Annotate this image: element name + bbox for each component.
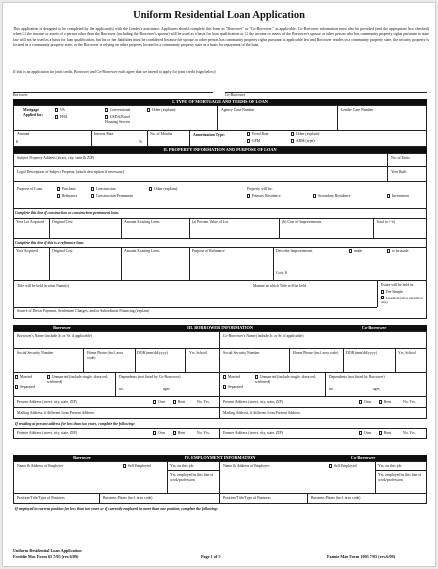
title-held-name-field[interactable]: Title will be held in what Name(s) (17, 284, 70, 288)
borrower-former-rent-checkbox[interactable] (173, 431, 176, 434)
borrower-dob-field[interactable]: DOB (mm/dd/yyyy) (137, 351, 168, 355)
gpm-option[interactable]: GPM (247, 139, 260, 144)
borrower-self-employed-option[interactable]: Self Employed (123, 464, 151, 469)
leasehold-option[interactable]: Leasehold (show expiration date) (381, 295, 423, 304)
borrower-yrs-school-field[interactable]: Yrs. School (189, 351, 207, 355)
original-cost-field[interactable]: Original Cost (52, 220, 73, 224)
borrower-former-years-field[interactable]: No. Yrs. (197, 431, 210, 435)
secondary-residence-option[interactable]: Secondary Residence (313, 194, 350, 199)
borrower-mailing-address-field[interactable]: Mailing Address, if different from Present Address (17, 411, 95, 415)
borrower-dependents-label: Dependents (not listed by Co-Borrower) (119, 375, 181, 379)
purchase-option[interactable]: Purchase (57, 187, 76, 192)
fee-simple-checkbox[interactable] (381, 290, 384, 293)
coborrower-position-field[interactable]: Position/Title/Type of Business (223, 496, 271, 500)
improvements-to-be-made-checkbox[interactable] (387, 249, 390, 252)
amount-field[interactable]: Amount (17, 132, 30, 136)
coborrower-ssn-field[interactable]: Social Security Number (223, 351, 260, 355)
refinance-existing-liens-field[interactable]: Amount Existing Liens (124, 249, 160, 253)
footer-freddie-mac: Freddie Mac Form 65 7/05 (rev.6/09) (13, 554, 79, 559)
other-amortization-checkbox[interactable] (291, 132, 294, 135)
borrower-unmarried-option[interactable]: Unmarried (include single, divorced, widowed) (47, 375, 108, 384)
secondary-residence-checkbox[interactable] (313, 194, 316, 197)
improvements-cost-field[interactable]: Cost: $ (276, 271, 287, 275)
fixed-rate-checkbox[interactable] (247, 132, 250, 135)
arm-option[interactable]: ARM (type): (291, 139, 316, 144)
footer-page-number: Page 1 of 5 (201, 554, 221, 559)
arm-checkbox[interactable] (291, 139, 294, 142)
coborrower-unmarried-option[interactable]: Unmarried (include single, divorced, widowed) (255, 375, 316, 384)
borrower-business-phone-field[interactable]: Business Phone (incl. area code) (103, 496, 153, 500)
borrower-employer-field[interactable]: Name & Address of Employer (17, 464, 64, 468)
borrower-years-in-line-field[interactable]: Yrs. employed in this line of work/profession (170, 473, 214, 482)
coborrower-former-rent-option[interactable]: Rent (379, 431, 391, 436)
intro-paragraph: This application is designed to be completed by the applicant(s) with the Lender's assistance. Applicants should complete this form as "Borrower" or "Co-Borrower," as applicable. Co-Borrower information must also be provided (and the appropriate box checked) when ☐ the income or assets of a person other than the Borrower (including the Borrower's spouse) will be used as a basis for loan qualification or ☐ the income or assets of the Borrower's spouse or other person who has community property rights pursuant to state law will not be used as a basis for loan qualification, but his or her liabilities must be considered because the spouse or other person has community property rights pursuant to applicable law and Borrower resides in a community property state, the security property is located in a community property state, or the Borrower is relying on other property located in a community property state as a basis for repayment of the loan. (13, 27, 429, 48)
coborrower-dependents-number-field[interactable]: no. (329, 387, 334, 391)
va-checkbox[interactable] (55, 108, 58, 111)
present-value-lot-field[interactable]: (a) Present Value of Lot (192, 220, 229, 224)
section-3-coborrower-label: Co-Borrower (361, 325, 387, 330)
borrower-unmarried-checkbox[interactable] (47, 375, 50, 378)
improvements-made-option[interactable]: made (349, 249, 362, 254)
borrower-dependents-number-field[interactable]: no. (119, 387, 124, 391)
gpm-checkbox[interactable] (247, 139, 250, 142)
coborrower-years-in-line-field[interactable]: Yrs. employed in this line of work/profession (378, 473, 422, 482)
borrower-years-at-address-field[interactable]: No. Yrs. (197, 400, 210, 404)
coborrower-employer-field[interactable]: Name & Address of Employer (223, 464, 270, 468)
borrower-self-employed-checkbox[interactable] (123, 464, 126, 467)
refinance-option[interactable]: Refinance (57, 194, 77, 199)
borrower-home-phone-field[interactable]: Home Phone (incl. area code) (87, 351, 123, 360)
borrower-ssn-field[interactable]: Social Security Number (17, 351, 54, 355)
investment-checkbox[interactable] (387, 194, 390, 197)
total-field[interactable]: Total (a + b) (376, 220, 395, 224)
coborrower-rent-checkbox[interactable] (379, 400, 382, 403)
section-4-coborrower-label: Co-Borrower (350, 455, 376, 460)
refinance-original-cost-field[interactable]: Original Cost (52, 249, 73, 253)
improvements-to-be-made-option[interactable]: to be made (387, 249, 409, 254)
construction-option[interactable]: Construction (91, 187, 116, 192)
usda-option[interactable]: USDA/Rural Housing Service (105, 115, 131, 124)
coborrower-self-employed-option[interactable]: Self Employed (329, 464, 357, 469)
coborrower-mailing-address-field[interactable]: Mailing Address, if different from Present Address (223, 411, 301, 415)
borrower-former-rent-option[interactable]: Rent (173, 431, 185, 436)
coborrower-separated-checkbox[interactable] (223, 385, 226, 388)
legal-description-field[interactable]: Legal Description of Subject Property (attach description if necessary) (17, 170, 125, 174)
agency-case-number-field[interactable]: Agency Case Number (221, 108, 255, 112)
months-field[interactable]: No. of Months (150, 132, 173, 136)
borrower-present-address-field[interactable]: Present Address (street, city, state, ZIP) (17, 400, 77, 404)
borrower-rent-option[interactable]: Rent (173, 400, 185, 405)
conventional-checkbox[interactable] (105, 108, 108, 111)
borrower-name-field[interactable]: Borrower's Name (include Jr. or Sr. if applicable) (17, 334, 92, 338)
improvements-made-checkbox[interactable] (349, 249, 352, 252)
borrower-own-option[interactable]: Own (153, 400, 165, 405)
manner-title-held-field[interactable]: Manner in which Title will be held (253, 284, 306, 288)
interest-rate-field[interactable]: Interest Rate (94, 132, 114, 136)
borrower-married-checkbox[interactable] (15, 375, 18, 378)
refinance-checkbox[interactable] (57, 194, 60, 197)
conventional-option[interactable]: Conventional (105, 108, 130, 113)
borrower-position-field[interactable]: Position/Title/Type of Business (17, 496, 65, 500)
other-mortgage-option[interactable]: Other (explain): (147, 108, 176, 113)
page-title: Uniform Residential Loan Application (133, 10, 305, 21)
borrower-former-own-checkbox[interactable] (153, 431, 156, 434)
primary-residence-option[interactable]: Primary Residence (247, 194, 281, 199)
amount-dollar-sign: $ (16, 140, 18, 144)
coborrower-years-on-job-field[interactable]: Yrs. on this job (378, 464, 402, 468)
interest-rate-percent: % (139, 140, 143, 144)
coborrower-own-option[interactable]: Own (359, 400, 371, 405)
construction-permanent-checkbox[interactable] (91, 194, 94, 197)
amortization-type-label: Amortization Type: (193, 133, 225, 137)
borrower-signature-line[interactable] (13, 92, 213, 93)
number-of-units-field[interactable]: No. of Units (391, 156, 410, 160)
down-payment-source-field[interactable]: Source of Down Payment, Settlement Charges, and/or Subordinate Financing (explain) (17, 309, 150, 313)
former-address-instruction: If residing at present address for less than two years, complete the following: (15, 422, 135, 426)
describe-improvements-field[interactable]: Describe Improvements (276, 249, 313, 253)
va-option[interactable]: VA (55, 108, 65, 113)
mortgage-applied-label: Mortgage Applied for: (23, 108, 43, 117)
other-purpose-option[interactable]: Other (explain): (149, 187, 178, 192)
section-2-header: II. PROPERTY INFORMATION AND PURPOSE OF LOAN (13, 147, 427, 153)
lender-case-number-field[interactable]: Lender Case Number (341, 108, 374, 112)
coborrower-signature-label: Co-Borrower (225, 93, 246, 97)
borrower-former-address-field[interactable]: Former Address (street, city, state, ZIP) (17, 431, 77, 435)
coborrower-signature-line[interactable] (225, 92, 427, 93)
coborrower-home-phone-field[interactable]: Home Phone (incl. area code) (293, 351, 339, 355)
subject-property-address-field[interactable]: Subject Property Address (street, city, state & ZIP) (17, 156, 95, 160)
year-acquired-field[interactable]: Year Acquired (16, 249, 38, 253)
section-4-title: IV. EMPLOYMENT INFORMATION (184, 455, 256, 460)
cost-improvements-field[interactable]: (b) Cost of Improvements (282, 220, 322, 224)
borrower-own-checkbox[interactable] (153, 400, 156, 403)
coborrower-business-phone-field[interactable]: Business Phone (incl. area code) (311, 496, 361, 500)
construction-instruction: Complete this line if construction or construction-permanent loan. (15, 211, 120, 215)
refinance-instruction: Complete this line if this is a refinance loan. (15, 241, 85, 245)
fixed-rate-option[interactable]: Fixed Rate (247, 132, 268, 137)
estate-held-label: Estate will be held in: (381, 283, 415, 287)
coborrower-own-checkbox[interactable] (359, 400, 362, 403)
borrower-married-option[interactable]: Married (15, 375, 32, 380)
coborrower-dob-field[interactable]: DOB (mm/dd/yyyy) (346, 351, 377, 355)
section-2-box (13, 153, 427, 319)
existing-liens-field[interactable]: Amount Existing Liens (124, 220, 160, 224)
borrower-separated-option[interactable]: Separated (15, 385, 35, 390)
coborrower-present-address-field[interactable]: Present Address (street, city, state, ZIP) (223, 400, 283, 404)
year-lot-acquired-field[interactable]: Year Lot Acquired (16, 220, 45, 224)
borrower-rent-checkbox[interactable] (173, 400, 176, 403)
footer-fannie-mae: Fannie Mae Form 1003 7/05 (rev.6/09) (327, 554, 396, 559)
fee-simple-option[interactable]: Fee Simple (381, 290, 403, 295)
coborrower-married-checkbox[interactable] (223, 375, 226, 378)
section-4-borrower-label: Borrower (73, 455, 91, 460)
current-position-instruction: If employed in current position for less than two years or if currently employed in more than one position, complete the following: (15, 507, 218, 511)
coborrower-former-years-field[interactable]: No. Yrs. (403, 431, 416, 435)
coborrower-separated-option[interactable]: Separated (223, 385, 243, 390)
section-3-borrower-label: Borrower (53, 325, 71, 330)
section-4-box (13, 461, 427, 504)
coborrower-self-employed-checkbox[interactable] (329, 464, 332, 467)
borrower-former-own-option[interactable]: Own (153, 431, 165, 436)
borrower-separated-checkbox[interactable] (15, 385, 18, 388)
primary-residence-checkbox[interactable] (247, 194, 250, 197)
other-purpose-checkbox[interactable] (149, 187, 152, 190)
purpose-of-refinance-field[interactable]: Purpose of Refinance (192, 249, 225, 253)
coborrower-unmarried-checkbox[interactable] (255, 375, 258, 378)
usda-checkbox[interactable] (105, 115, 108, 118)
coborrower-dependents-ages-field[interactable]: ages (373, 387, 380, 391)
coborrower-rent-option[interactable]: Rent (379, 400, 391, 405)
coborrower-yrs-school-field[interactable]: Yrs. School (398, 351, 416, 355)
borrower-signature-label: Borrower (13, 93, 28, 97)
construction-checkbox[interactable] (91, 187, 94, 190)
coborrower-married-option[interactable]: Married (223, 375, 240, 380)
property-will-be-label: Property will be: (247, 187, 273, 191)
coborrower-years-at-address-field[interactable]: No. Yrs. (403, 400, 416, 404)
fha-checkbox[interactable] (55, 115, 58, 118)
borrower-years-on-job-field[interactable]: Yrs. on this job (170, 464, 194, 468)
section-3-title: III. BORROWER INFORMATION (187, 325, 253, 330)
purchase-checkbox[interactable] (57, 187, 60, 190)
year-built-field[interactable]: Year Built (391, 170, 407, 174)
borrower-dependents-ages-field[interactable]: ages (163, 387, 170, 391)
footer-form-name: Uniform Residential Loan Application (13, 548, 82, 553)
coborrower-name-field[interactable]: Co-Borrower's Name (include Jr. or Sr. if applicable) (223, 334, 304, 338)
other-mortgage-checkbox[interactable] (147, 108, 150, 111)
coborrower-former-rent-checkbox[interactable] (379, 431, 382, 434)
investment-option[interactable]: Investment (387, 194, 409, 199)
loan-application-page (2, 2, 436, 567)
coborrower-former-own-checkbox[interactable] (359, 431, 362, 434)
purpose-of-loan-label: Purpose of Loan (17, 187, 43, 191)
coborrower-former-address-field[interactable]: Former Address (street, city, state, ZIP) (223, 431, 283, 435)
coborrower-dependents-label: Dependents (not listed by Borrower) (329, 375, 385, 379)
coborrower-former-own-option[interactable]: Own (359, 431, 371, 436)
section-1-header: I. TYPE OF MORTGAGE AND TERMS OF LOAN (13, 99, 427, 105)
other-amortization-option[interactable]: Other (explain): (291, 132, 320, 137)
joint-credit-statement: If this is an application for joint credit, Borrower and Co-Borrower each agree that we intend to apply for joint credit (sign below): (13, 70, 217, 74)
fha-option[interactable]: FHA (55, 115, 68, 120)
construction-permanent-option[interactable]: Construction-Permanent (91, 194, 133, 199)
